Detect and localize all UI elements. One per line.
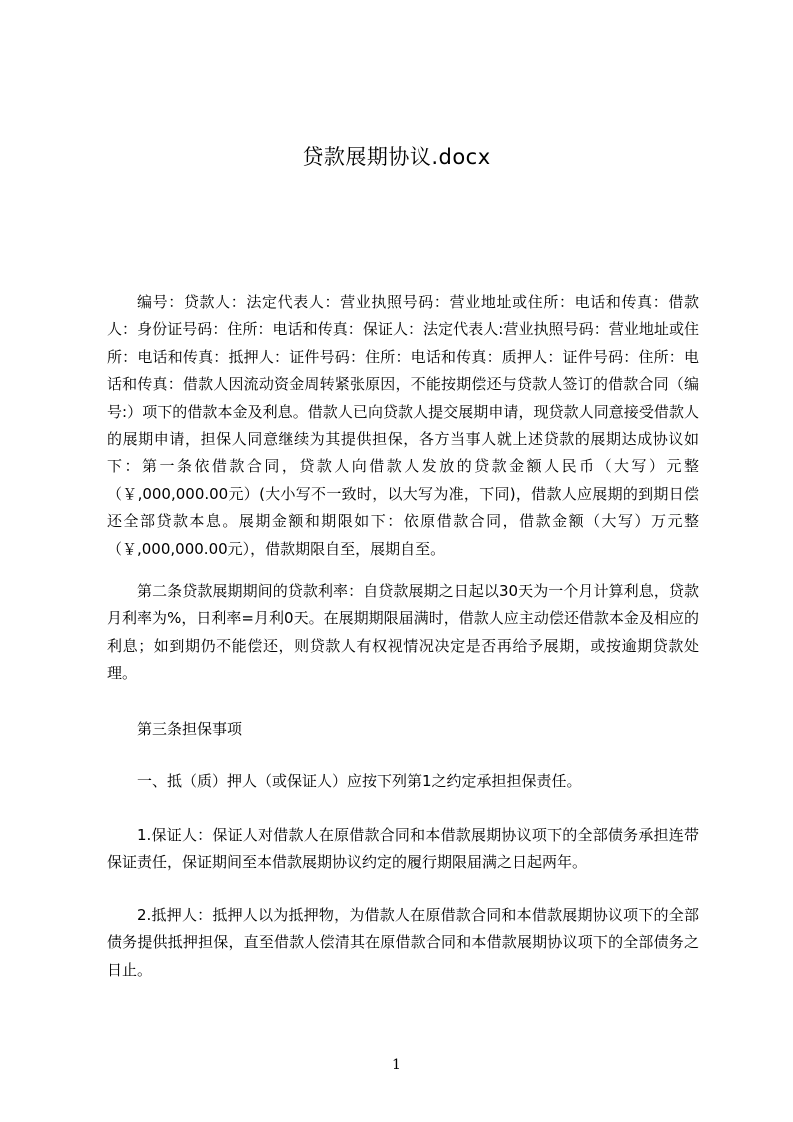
paragraph-parties-and-extension: 编号：贷款人：法定代表人：营业执照号码：营业地址或住所：电话和传真：借款人：身份证号码：住所：电话和传真：保证人：法定代表人:营业执照号码：营业地址或住所：电话和传真：抵押人：证件号码：住所：电话和传真：质押人：证件号码：住所：电话和传真：借款人因流动资金周转紧张原因，不能按期偿还与贷款人签订的借款合同（编号:）项下的借款本金及利息。借款人已向贷款人提交展期申请，现贷款人同意接受借款人的展期申请，担保人同意继续为其提供担保，各方当事人就上述贷款的展期达成协议如下：第一条依借款合同，贷款人向借款人发放的贷款金额人民币（大写）元整（￥,000,000.00元）(大小写不一致时，以大写为准，下同)，借款人应展期的到期日偿还全部贷款本息。展期金额和期限如下：依原借款合同，借款金额（大写）万元整（￥,000,000.00元），借款期限自至，展期自至。	[107, 293, 699, 558]
paragraph-guarantor: 1.保证人：保证人对借款人在原借款合同和本借款展期协议项下的全部债务承担连带保证责任，保证期间至本借款展期协议约定的履行期限届满之日起两年。	[107, 826, 699, 872]
paragraph-guarantee-heading: 第三条担保事项	[137, 720, 243, 738]
page-number: 1	[392, 1057, 401, 1073]
paragraph-guarantee-responsibility: 一、抵（质）押人（或保证人）应按下列第1之约定承担担保责任。	[137, 772, 582, 790]
paragraph-interest-rate: 第二条贷款展期期间的贷款利率：自贷款展期之日起以30天为一个月计算利息，贷款月利率为%，日利率=月利0天。在展期期限届满时，借款人应主动偿还借款本金及相应的利息；如到期仍不能偿还，则贷款人有权视情况决定是否再给予展期，或按逾期贷款处理。	[107, 582, 699, 683]
document-title: 贷款展期协议.docx	[302, 145, 491, 169]
paragraph-mortgagor: 2.抵押人：抵押人以为抵押物，为借款人在原借款合同和本借款展期协议项下的全部债务提供抵押担保，直至借款人偿清其在原借款合同和本借款展期协议项下的全部债务之日止。	[107, 906, 699, 979]
